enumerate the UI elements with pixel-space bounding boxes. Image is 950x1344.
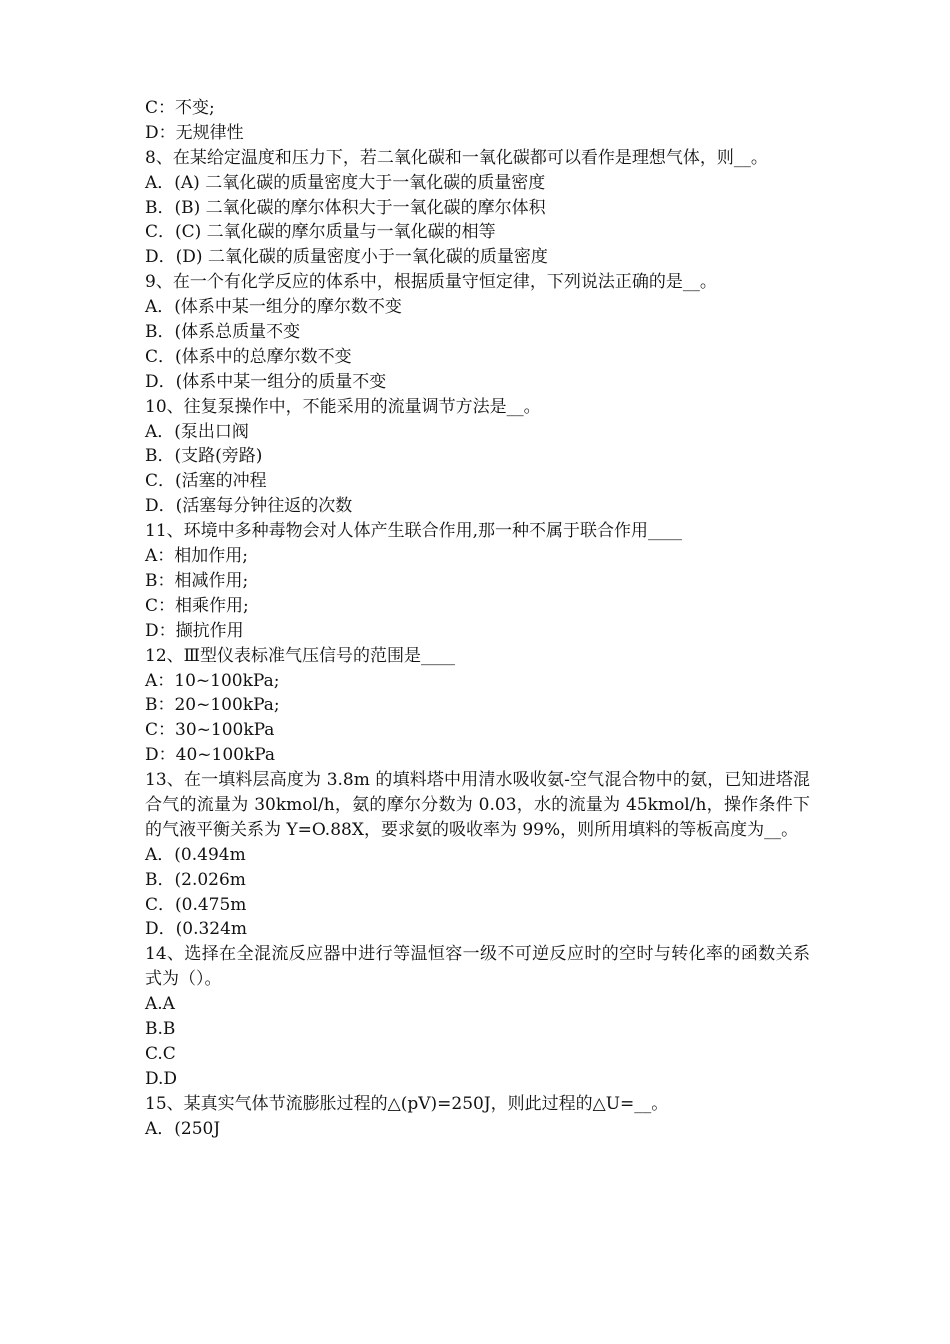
- text-line: D．(体系中某一组分的质量不变: [145, 371, 387, 392]
- text-line: A．(泵出口阀: [145, 421, 249, 442]
- text-line: 12、Ⅲ型仪表标准气压信号的范围是____: [145, 645, 456, 666]
- text-line: 8、在某给定温度和压力下，若二氧化碳和一氧化碳都可以看作是理想气体，则__。: [145, 147, 768, 168]
- text-line: C：30~100kPa: [145, 720, 275, 741]
- text-line: A．(A) 二氧化碳的质量密度大于一氧化碳的质量密度: [145, 172, 546, 193]
- text-line: 13、在一填料层高度为 3.8m 的填料塔中用清水吸收氨-空气混合物中的氨，已知进塔混合气的流量为 30kmol/h，氨的摩尔分数为 0.03，水的流量为 45kmol/h，操作条件下的气液平衡关系为 Y=O.88X，要求氨的吸收率为 99%，则所用填料的等板高度为__。: [145, 770, 810, 840]
- text-line: 10、往复泵操作中，不能采用的流量调节方法是__。: [145, 396, 541, 417]
- text-line: C：不变;: [145, 98, 215, 118]
- text-line: B：相减作用;: [145, 570, 249, 591]
- text-line: D．(0.324m: [145, 919, 248, 940]
- text-line: D．(活塞每分钟往返的次数: [145, 496, 353, 517]
- text-line: B：20~100kPa;: [145, 695, 280, 716]
- text-line: D.D: [145, 1068, 178, 1089]
- text-line: D：撷抗作用: [145, 620, 244, 641]
- text-line: A．(体系中某一组分的摩尔数不变: [145, 297, 402, 318]
- text-line: 14、选择在全混流反应器中进行等温恒容一级不可逆反应时的空时与转化率的函数关系式为（）。: [145, 944, 810, 990]
- text-line: B．(支路(旁路): [145, 446, 263, 467]
- text-line: C．(0.475m: [145, 894, 247, 915]
- text-line: 11、环境中多种毒物会对人体产生联合作用,那一种不属于联合作用____: [145, 521, 683, 542]
- text-line: D：无规律性: [145, 122, 244, 143]
- text-line: C．(C) 二氧化碳的摩尔质量与一氧化碳的相等: [145, 222, 496, 243]
- text-line: C．(体系中的总摩尔数不变: [145, 346, 352, 367]
- text-line: B．(2.026m: [145, 869, 246, 890]
- text-line: 9、在一个有化学反应的体系中，根据质量守恒定律，下列说法正确的是__。: [145, 272, 717, 293]
- text-line: C：相乘作用;: [145, 595, 249, 616]
- document-body: [145, 96, 810, 1142]
- text-line: A：相加作用;: [145, 546, 249, 567]
- text-line: A.A: [145, 994, 175, 1015]
- text-line: A．(250J: [145, 1118, 221, 1139]
- text-line: C．(活塞的冲程: [145, 471, 267, 492]
- text-line: B．(体系总质量不变: [145, 322, 301, 343]
- text-line: B．(B) 二氧化碳的摩尔体积大于一氧化碳的摩尔体积: [145, 197, 546, 218]
- text-line: D：40~100kPa: [145, 745, 276, 766]
- text-line: A：10~100kPa;: [145, 670, 280, 691]
- text-line: 15、某真实气体节流膨胀过程的△(pV)=250J，则此过程的△U=__。: [145, 1093, 669, 1114]
- text-line: A．(0.494m: [145, 844, 246, 865]
- text-line: D．(D) 二氧化碳的质量密度小于一氧化碳的质量密度: [145, 247, 548, 268]
- text-line: C.C: [145, 1043, 176, 1064]
- text-line: B.B: [145, 1019, 176, 1040]
